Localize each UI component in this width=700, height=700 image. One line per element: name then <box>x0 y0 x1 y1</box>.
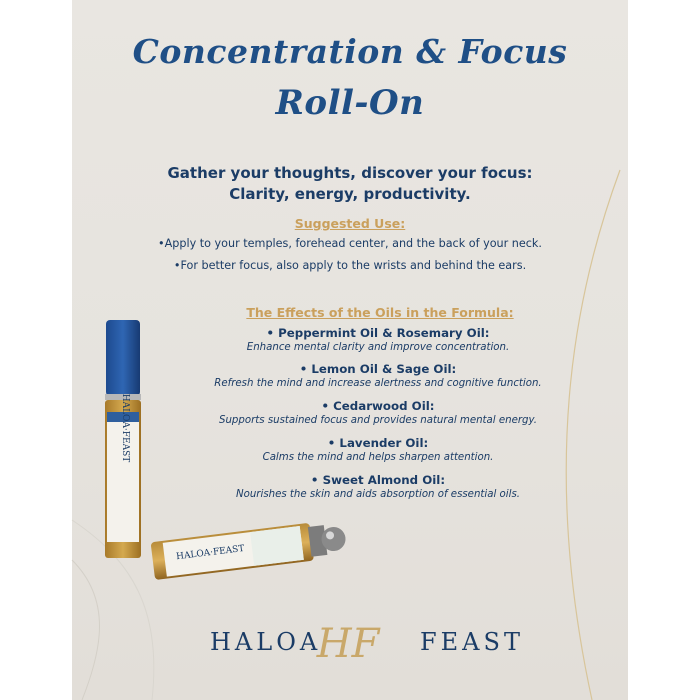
usage-item-2: •For better focus, also apply to the wrists and behind the ears. <box>173 259 527 272</box>
roll-on-bottle-lying <box>132 508 372 588</box>
effect-desc-2: Refresh the mind and increase alertness and cognitive function. <box>214 378 542 389</box>
brand-name-right: FEAST <box>420 628 524 656</box>
suggested-use-heading: Suggested Use: <box>294 216 406 231</box>
effect-name-3: • Cedarwood Oil: <box>321 399 435 413</box>
upright-bottle-brand: HALOA·FEAST <box>120 393 130 463</box>
effect-name-4: • Lavender Oil: <box>327 436 429 450</box>
brand-name-left: HALOA <box>210 628 322 656</box>
title-line-2: Roll-On <box>275 83 425 123</box>
product-card <box>72 0 628 700</box>
lying-bottle-brand: HALOA·FEAST <box>175 543 245 563</box>
tagline-line-2: Clarity, energy, productivity. <box>229 185 471 203</box>
effect-desc-5: Nourishes the skin and aids absorption of essential oils. <box>236 489 520 500</box>
effect-name-2: • Lemon Oil & Sage Oil: <box>299 362 457 376</box>
effect-desc-1: Enhance mental clarity and improve concentration. <box>246 342 510 353</box>
effects-heading: The Effects of the Oils in the Formula: <box>246 305 514 320</box>
tagline-line-1: Gather your thoughts, discover your focus: <box>167 164 533 182</box>
effect-name-1: • Peppermint Oil & Rosemary Oil: <box>266 326 490 340</box>
effect-desc-3: Supports sustained focus and provides natural mental energy. <box>219 415 537 426</box>
usage-item-1: •Apply to your temples, forehead center, and the back of your neck. <box>158 237 542 250</box>
title-line-1: Concentration & Focus <box>132 32 568 71</box>
monogram-text: HF <box>316 621 380 667</box>
haloa-feast-monogram <box>316 615 380 673</box>
effect-name-5: • Sweet Almond Oil: <box>310 473 446 487</box>
effect-desc-4: Calms the mind and helps sharpen attention. <box>262 452 494 463</box>
